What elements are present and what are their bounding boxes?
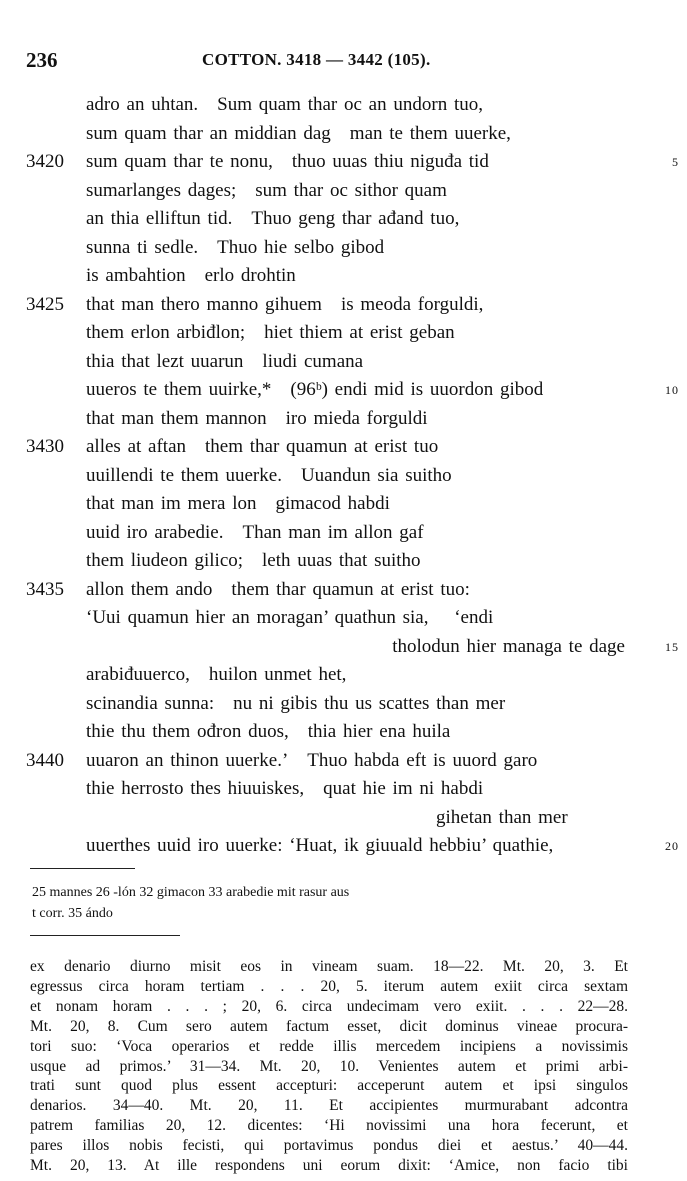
verse-line [0,636,687,664]
verse-line [0,436,687,464]
verse-text: them liudeon gilico; leth uuas that suitho [86,550,421,571]
verse-text: uuerthes uuid iro uuerke: ‘Huat, ik giuuald hebbiu’ quathie, [86,835,554,856]
verse-text: that man im mera lon gimacod habdi [86,493,390,514]
verse-line [0,379,687,407]
verse-text: sumarlanges dages; sum thar oc sithor quam [86,179,447,201]
apparatus-line-2: t corr. 35 ándo [32,906,113,921]
verse-line [0,237,687,265]
verse-line [0,94,687,122]
latin-line-text: usque ad primos.’ 31—34. Mt. 20, 10. Venientes autem et primi arbi- [30,1057,628,1075]
latin-line-text: patrem familias 20, 12. dicentes: ‘Hi novissimi una hora fecerunt, et [30,1117,628,1135]
latin-line [30,1117,662,1135]
verse-line [0,807,687,835]
latin-line-text: tori suo: ‘Voca operarios et redde illis mercedem incipiens a novissimis [30,1037,628,1055]
verse-line [0,322,687,350]
manuscript-line-number: 15 [665,639,679,654]
latin-line [30,1058,662,1076]
latin-line [30,1097,662,1115]
verse-line [0,607,687,635]
verse-line [0,835,687,863]
verse-text: that man them mannon iro mieda forguldi [86,407,428,429]
verse-text: tholodun hier managa te dage [392,635,625,657]
latin-line-text: Mt. 20, 8. Cum sero autem factum esset, dicit dominus vineae procura- [30,1017,628,1035]
line-number: 3430 [26,436,64,457]
verse-text: uueros te them uuirke,* (96ᵇ) endi mid is uuordon gibod [86,379,544,400]
latin-line [30,1038,662,1056]
manuscript-line-number: 20 [665,839,679,853]
manuscript-line-number: 10 [665,383,679,397]
verse-text: an thia elliftun tid. Thuo geng thar ađand tuo, [86,208,460,229]
verse-line [0,664,687,692]
latin-line-text: Mt. 20, 13. At ille respondens uni eorum dixit: ‘Amice, non facio tibi [30,1157,628,1174]
verse-text: arabiđuuerco, huilon unmet het, [86,664,347,685]
verse-text: sunna ti sedle. Thuo hie selbo gibod [86,236,385,258]
verse-line [0,550,687,578]
page-number: 236 [26,48,58,72]
verse-line [0,522,687,550]
verse-line [0,778,687,806]
latin-line-text: et nonam horam . . . ; 20, 6. circa undecimam vero exiit. . . . 22—28. [30,997,628,1015]
verse-text: sum quam thar an middian dag man te them uuerke, [86,122,511,144]
verse-text: uuaron an thinon uuerke.’ Thuo habda eft is uuord garo [86,749,538,771]
verse-text: alles at aftan them thar quamun at erist tuo [86,436,439,457]
latin-line [30,998,662,1016]
latin-line-text: egressus circa horam tertiam . . . 20, 5. iterum autem exiit circa sextam [30,977,628,995]
verse-line [0,180,687,208]
verse-text: is ambahtion erlo drohtin [86,265,296,286]
latin-line [30,978,662,996]
latin-line-text: pares illos nobis fecisti, qui portavimus pondus diei et aestus.’ 40—44. [30,1137,628,1155]
verse-text: thie herrosto thes hiuuiskes, quat hie im ni habdi [86,778,484,799]
verse-line [0,579,687,607]
verse-text: thia that lezt uuarun liudi cumana [86,350,364,372]
verse-line [0,294,687,322]
verse-text: allon them ando them thar quamun at erist tuo: [86,578,470,600]
line-number: 3420 [26,151,64,172]
manuscript-line-number: 5 [672,155,679,169]
verse-line [0,493,687,521]
verse-text: them erlon arbiđlon; hiet thiem at erist geban [86,322,455,343]
verse-text: that man thero manno gihuem is meoda forguldi, [86,293,484,315]
latin-line [30,958,662,976]
verse-line [0,265,687,293]
verse-text: uuillendi te them uuerke. Uuandun sia suitho [86,464,452,486]
latin-line-text: ex denario diurno misit eos in vineam suam. 18—22. Mt. 20, 3. Et [30,958,628,975]
latin-line [30,1157,662,1175]
running-title: COTTON. 3418 — 3442 (105). [202,50,431,69]
verse-text: adro an uhtan. Sum quam thar oc an undorn tuo, [86,94,483,115]
verse-line [0,408,687,436]
latin-line [30,1018,662,1036]
verse-line [0,721,687,749]
verse-line [0,123,687,151]
verse-text: thie thu them ođron duos, thia hier ena huila [86,721,451,742]
line-number: 3440 [26,749,64,771]
latin-rule [30,935,180,936]
verse-text: sum quam thar te nonu, thuo uuas thiu niguđa tid [86,151,489,172]
latin-line-text: trati sunt quod plus essent accepturi: acceperunt autem et ipsi singulos [30,1077,628,1095]
latin-line-text: denarios. 34—40. Mt. 20, 11. Et accipientes murmurabant adcontra [30,1097,628,1115]
line-number: 3425 [26,293,64,315]
verse-text: uuid iro arabedie. Than man im allon gaf [86,521,424,543]
apparatus-line-1: 25 mannes 26 -lón 32 gimacon 33 arabedie mit rasur aus [32,885,350,900]
line-number: 3435 [26,578,64,600]
verse-line [0,351,687,379]
verse-line [0,693,687,721]
verse-line [0,208,687,236]
footnote-rule [30,868,135,869]
verse-text: gihetan than mer [436,806,568,828]
latin-line [30,1137,662,1155]
verse-line [0,151,687,179]
verse-line [0,750,687,778]
latin-line [30,1077,662,1095]
verse-text: ‘Uui quamun hier an moragan’ quathun sia, ‘endi [86,607,494,628]
verse-line [0,465,687,493]
verse-text: scinandia sunna: nu ni gibis thu us scattes than mer [86,692,506,714]
